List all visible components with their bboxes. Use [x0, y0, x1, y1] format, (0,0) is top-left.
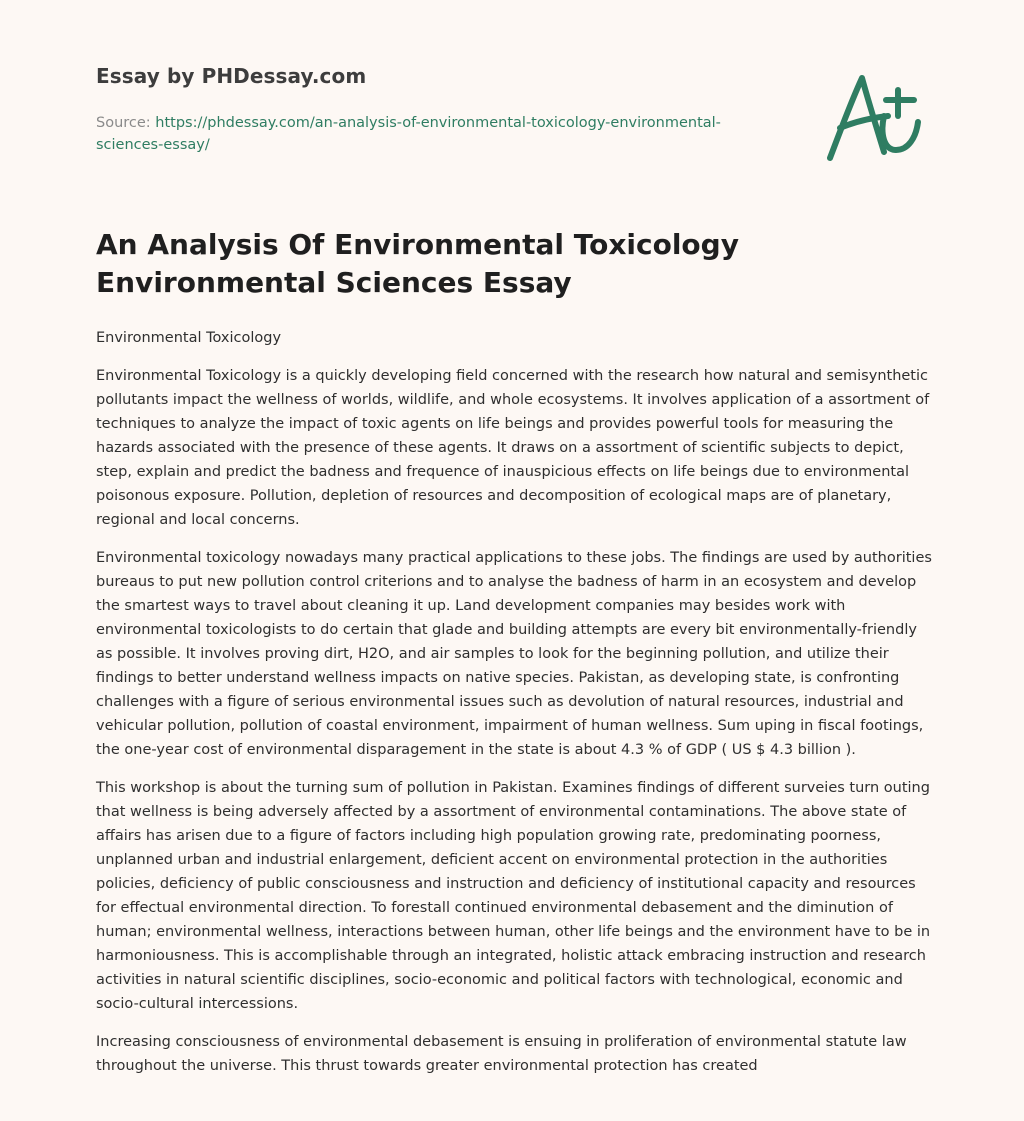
- source-label: Source:: [96, 115, 151, 131]
- essay-subtitle: Environmental Toxicology: [96, 330, 282, 346]
- brand-title: Essay by PHDessay.com: [96, 64, 367, 88]
- essay-paragraph: Environmental toxicology nowadays many practical applications to these jobs. The findings are used by authorities bureaus to put new pollution control criterions and to analyse the badness of harm in an ecosystem and develop the smartest ways to travel about cleaning it up. Land development companies may besides work with environmental toxicologists to do certain that glade and building attempts are every bit environmentally-friendly as possible. It involves proving dirt, H2O, and air samples to look for the beginning pollution, and utilize their findings to better understand wellness impacts on native species. Pakistan, as developing state, is confronting challenges with a figure of serious environmental issues such as devolution of natural resources, industrial and vehicular pollution, pollution of coastal environment, impairment of human wellness. Sum uping in fiscal footings, the one-year cost of environmental disparagement in the state is about 4.3 % of GDP ( US $ 4.3 billion ).: [96, 550, 932, 758]
- source-line: [96, 112, 756, 156]
- essay-paragraph: Increasing consciousness of environmental debasement is ensuing in proliferation of environmental statute law throughout the universe. This thrust towards greater environmental protection has created: [96, 1034, 907, 1074]
- essay-paragraph: This workshop is about the turning sum of pollution in Pakistan. Examines findings of different surveies turn outing that wellness is being adversely affected by a assortment of environmental contaminations. The above state of affairs has arisen due to a figure of factors including high population growing rate, predominating poorness, unplanned urban and industrial enlargement, deficient accent on environmental protection in the authorities policies, deficiency of public consciousness and instruction and deficiency of institutional capacity and resources for effectual environmental direction. To forestall continued environmental debasement and the diminution of human; environmental wellness, interactions between human, other life beings and the environment have to be in harmoniousness. This is accomplishable through an integrated, holistic attack embracing instruction and research activities in natural scientific disciplines, socio-economic and political factors with technological, economic and socio-cultural intercessions.: [96, 780, 931, 1012]
- essay-body: [96, 326, 932, 1092]
- source-link[interactable]: https://phdessay.com/an-analysis-of-environmental-toxicology-environmental-sciences-essay/: [96, 115, 721, 153]
- essay-title: An Analysis Of Environmental Toxicology Environmental Sciences Essay: [96, 228, 739, 299]
- a-plus-grade-icon: [826, 70, 926, 166]
- essay-paragraph: Environmental Toxicology is a quickly developing field concerned with the research how natural and semisynthetic pollutants impact the wellness of worlds, wildlife, and whole ecosystems. It involves application of a assortment of techniques to analyze the impact of toxic agents on life beings and provides powerful tools for measuring the hazards associated with the presence of these agents. It draws on a assortment of scientific subjects to depict, step, explain and predict the badness and frequence of inauspicious effects on life beings due to environmental poisonous exposure. Pollution, depletion of resources and decomposition of ecological maps are of planetary, regional and local concerns.: [96, 368, 930, 528]
